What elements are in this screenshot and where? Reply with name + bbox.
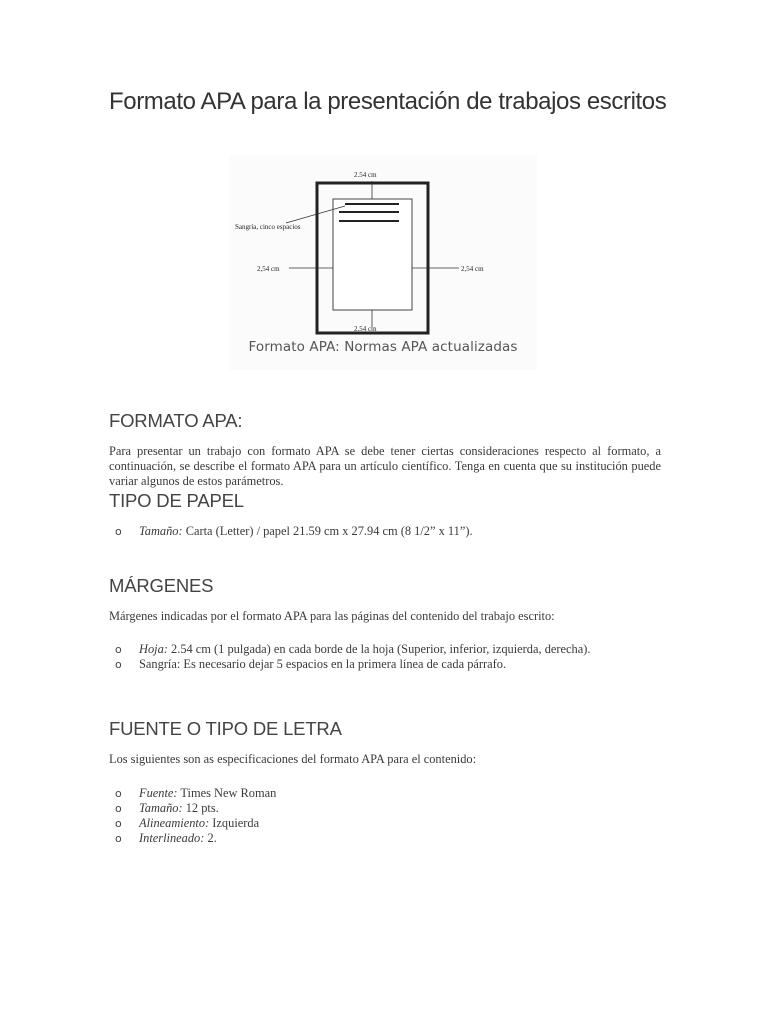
papel-list (109, 524, 629, 539)
item-text: 2. (204, 831, 217, 845)
item-text: Sangría: Es necesario dejar 5 espacios en la primera línea de cada párrafo. (139, 657, 507, 671)
fuente-list (109, 786, 629, 846)
apa-format-figure (229, 155, 537, 370)
section-heading-fuente: FUENTE O TIPO DE LETRA (109, 718, 342, 739)
item-term: Alineamiento: (139, 816, 210, 830)
bullet-icon: o (115, 787, 122, 800)
list-item (109, 786, 629, 801)
section-heading-papel: TIPO DE PAPEL (109, 490, 244, 511)
item-text: Carta (Letter) / papel 21.59 cm x 27.94 cm (8 1/2” x 11”). (182, 524, 473, 538)
bullet-icon: o (115, 525, 122, 538)
formato-paragraph: Para presentar un trabajo con formato APA se debe tener ciertas consideraciones respecto al formato, a continuación, se describe el formato APA para un artículo científico. Tenga en cuenta que su institución puede variar algunos de estos parámetros. (109, 444, 661, 488)
item-text: 2.54 cm (1 pulgada) en cada borde de la hoja (Superior, inferior, izquierda, derecha). (167, 642, 591, 656)
item-term: Tamaño: (139, 801, 183, 815)
figure-caption: Formato APA: Normas APA actualizadas (248, 339, 518, 355)
item-term: Fuente: (139, 786, 178, 800)
item-term: Tamaño: (139, 524, 183, 538)
item-term: Interlineado: (139, 831, 205, 845)
item-term: Hoja: (139, 642, 168, 656)
right-margin-label: 2,54 cm (461, 265, 484, 273)
fuente-paragraph: Los siguientes son as especificaciones del formato APA para el contenido: (109, 752, 477, 766)
bullet-icon: o (115, 658, 122, 671)
indent-label: Sangría, cinco espacios (235, 223, 301, 231)
bottom-margin-label: 2.54 cm (354, 325, 377, 333)
item-text: Izquierda (209, 816, 260, 830)
bullet-icon: o (115, 802, 122, 815)
bullet-icon: o (115, 832, 122, 845)
item-text: Times New Roman (177, 786, 277, 800)
margenes-paragraph: Márgenes indicadas por el formato APA para las páginas del contenido del trabajo escrito: (109, 609, 555, 623)
list-item (109, 657, 629, 672)
bullet-icon: o (115, 817, 122, 830)
inner-text-area (333, 199, 412, 310)
bullet-icon: o (115, 643, 122, 656)
list-item (109, 831, 629, 846)
list-item (109, 801, 629, 816)
list-item (109, 642, 629, 657)
page-margins-diagram (229, 155, 537, 370)
section-heading-margenes: MÁRGENES (109, 575, 214, 596)
left-margin-label: 2,54 cm (257, 265, 280, 273)
margenes-list (109, 642, 629, 672)
list-item (109, 816, 629, 831)
section-heading-formato: FORMATO APA: (109, 410, 243, 431)
list-item (109, 524, 629, 539)
page-title: Formato APA para la presentación de trabajos escritos (109, 88, 667, 115)
item-text: 12 pts. (182, 801, 219, 815)
top-margin-label: 2.54 cm (354, 171, 377, 179)
